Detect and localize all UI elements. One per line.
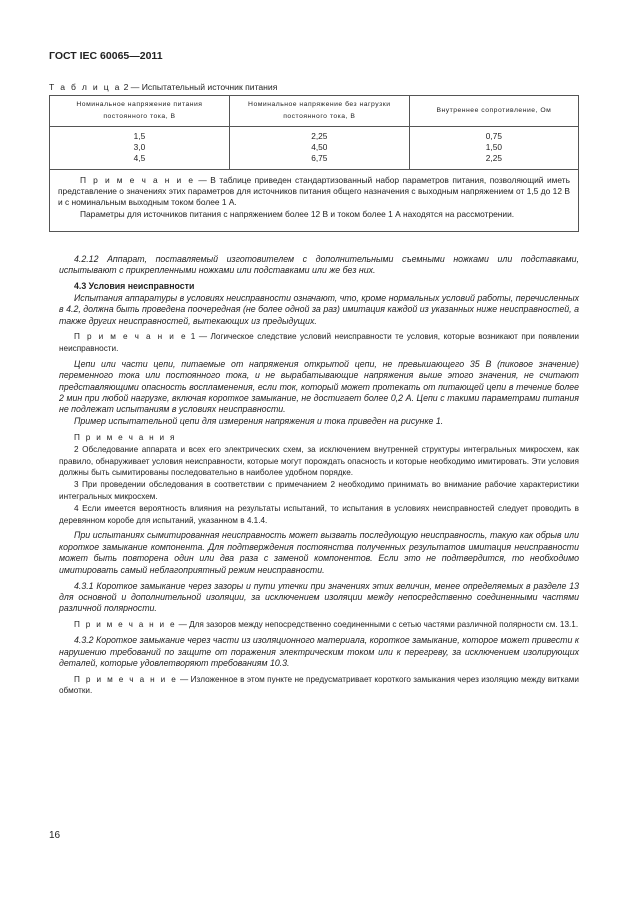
note-5-text: — Для зазоров между непосредственно соединенными с сетью частями различной полярности см. 13.1. [176, 620, 579, 630]
note-6-text: — Изложенное в этом пункте не предусматривает короткого замыкания через изоляцию между витками обмотки. [59, 674, 579, 696]
test-power-supply-table [49, 95, 579, 232]
note-6 [59, 674, 579, 697]
no-load-voltage-values [229, 127, 409, 170]
table-caption-text: 2 — Испытательный источник питания [123, 82, 278, 92]
note-1-label: П р и м е ч а н и е [74, 332, 188, 342]
table-cell: 2,25 [485, 153, 502, 163]
note-3: 3 При проведении обследования в соответствии с примечанием 2 необходимо принимать во внимание рабочие характеристики интегральных микросхем. [59, 480, 579, 501]
note-5 [59, 619, 579, 630]
note-2: 2 Обследование аппарата и всех его электрических схем, за исключением внутренней структуры интегральных микросхем, как правило, обнаруживает условия неисправности, которые могут порождать опасность и которые необходимо имитировать. Эти условия должны быть сымитированы последовательно в наиболее удобном порядке. [59, 445, 579, 477]
standard-header: ГОСТ IEC 60065—2011 [49, 50, 163, 62]
paragraph-circuits: Цепи или части цепи, питаемые от напряжения открытой цепи, не превышающего 35 В (пиковое значение) переменного тока или постоянного тока, и не вырабатывающие напряжения выше этого значения, не считают представляющими опасность воспламенения, если ток, который может протекать от питающей цепи в течение более 2 мин при любой нагрузке, включая короткое замыкание, не достигает более 0,2 А. Цепи с такими параметрами питания не подлежат испытаниям в условиях неисправности. [59, 358, 579, 415]
table-cell: 1,5 [133, 131, 146, 141]
table-caption [49, 82, 277, 92]
page-number: 16 [49, 830, 61, 841]
column-header-internal-resistance: Внутреннее сопротивление, Ом [409, 96, 578, 127]
internal-resistance-values [409, 127, 578, 170]
table-values-row [50, 127, 579, 170]
table-note-text: — В таблице приведен стандартизованный набор параметров питания, позволяющий иметь представление о значениях этих параметров для источников питания общего назначения с выходным напряжением от 1,5 до 12 В и с номинальным выходным током более 1 А. [58, 175, 570, 208]
main-text [59, 254, 579, 701]
table-cell: 2,25 [311, 131, 328, 141]
table-cell: 4,5 [133, 153, 146, 163]
heading-4-3: 4.3 Условия неисправности [74, 281, 195, 292]
paragraph-4-3-intro: Испытания аппаратуры в условиях неисправности означают, что, кроме нормальных условий работы, перечисленных в 4.2, должна быть проведена поочередная (не более одной за раз) имитация каждой из указанных ниже неисправностей, а также других неисправностей, вытекающих из предыдущих. [59, 292, 579, 326]
paragraph-4-3-2: 4.3.2 Короткое замыкание через части из изоляционного материала, короткое замыкание, которое может привести к нарушению требований по защите от поражения электрическим током или к перегреву, за исключением изолирующих деталей, которые удовлетворяют требованиям 10.3. [59, 635, 579, 668]
table-cell: 1,50 [485, 142, 502, 152]
table-cell: 6,75 [311, 153, 328, 163]
table-caption-label: Т а б л и ц а [49, 82, 122, 92]
table-cell: 3,0 [133, 142, 146, 152]
note-4: 4 Если имеется вероятность влияния на результаты испытаний, то испытания в условиях неисправностей следует проводить в деревянном коробе для испытаний, указанном в 4.1.4. [59, 504, 579, 525]
paragraph-4-2-12: 4.2.12 Аппарат, поставляемый изготовителем с дополнительными съемными ножками или подставками, испытывают с прикрепленными ножками или подставками или же без них. [59, 254, 579, 276]
note-6-label: П р и м е ч а н и е [74, 674, 178, 684]
table-cell: 0,75 [485, 131, 502, 141]
paragraph-4-3-1: 4.3.1 Короткое замыкание через зазоры и пути утечки при значениях этих величин, менее определяемых в разделе 13 для основной и дополнительной изоляции, за исключением изоляции между непосредственно соединенными частями различной полярности. [59, 580, 579, 614]
table-header-row [50, 96, 579, 127]
column-header-rated-voltage: Номинальное напряжение питания постоянного тока, В [50, 96, 230, 127]
table-note-row [50, 170, 579, 232]
column-header-no-load-voltage: Номинальное напряжение без нагрузки постоянного тока, В [229, 96, 409, 127]
paragraph-example: Пример испытательной цепи для измерения напряжения и тока приведен на рисунке 1. [74, 415, 444, 426]
notes-heading: П р и м е ч а н и я [74, 432, 177, 442]
table-note-text2: Параметры для источников питания с напряжением более 12 В и током более 1 А находятся на рассмотрении. [80, 208, 515, 219]
rated-voltage-values [50, 127, 230, 170]
table-cell: 4,50 [311, 142, 328, 152]
note-5-label: П р и м е ч а н и е [74, 620, 177, 630]
paragraph-simulated-fault: При испытаниях сымитированная неисправность может вызвать последующую неисправность, такую как обрыв или короткое замыкание компонента. Для подтверждения постоянства полученных результатов имитация неисправности может быть повторена один или два раза с заменой компонентов. Если это не подтвердится, то необходимо имитировать самый неблагоприятный режим неисправности. [59, 530, 579, 575]
table-note-label: П р и м е ч а н и е [80, 175, 195, 185]
note-1-text: 1 — Логическое следствие условий неисправности те условия, которые возникают при появлении неисправности. [59, 332, 579, 353]
note-1 [59, 331, 579, 354]
table-note [50, 170, 579, 232]
